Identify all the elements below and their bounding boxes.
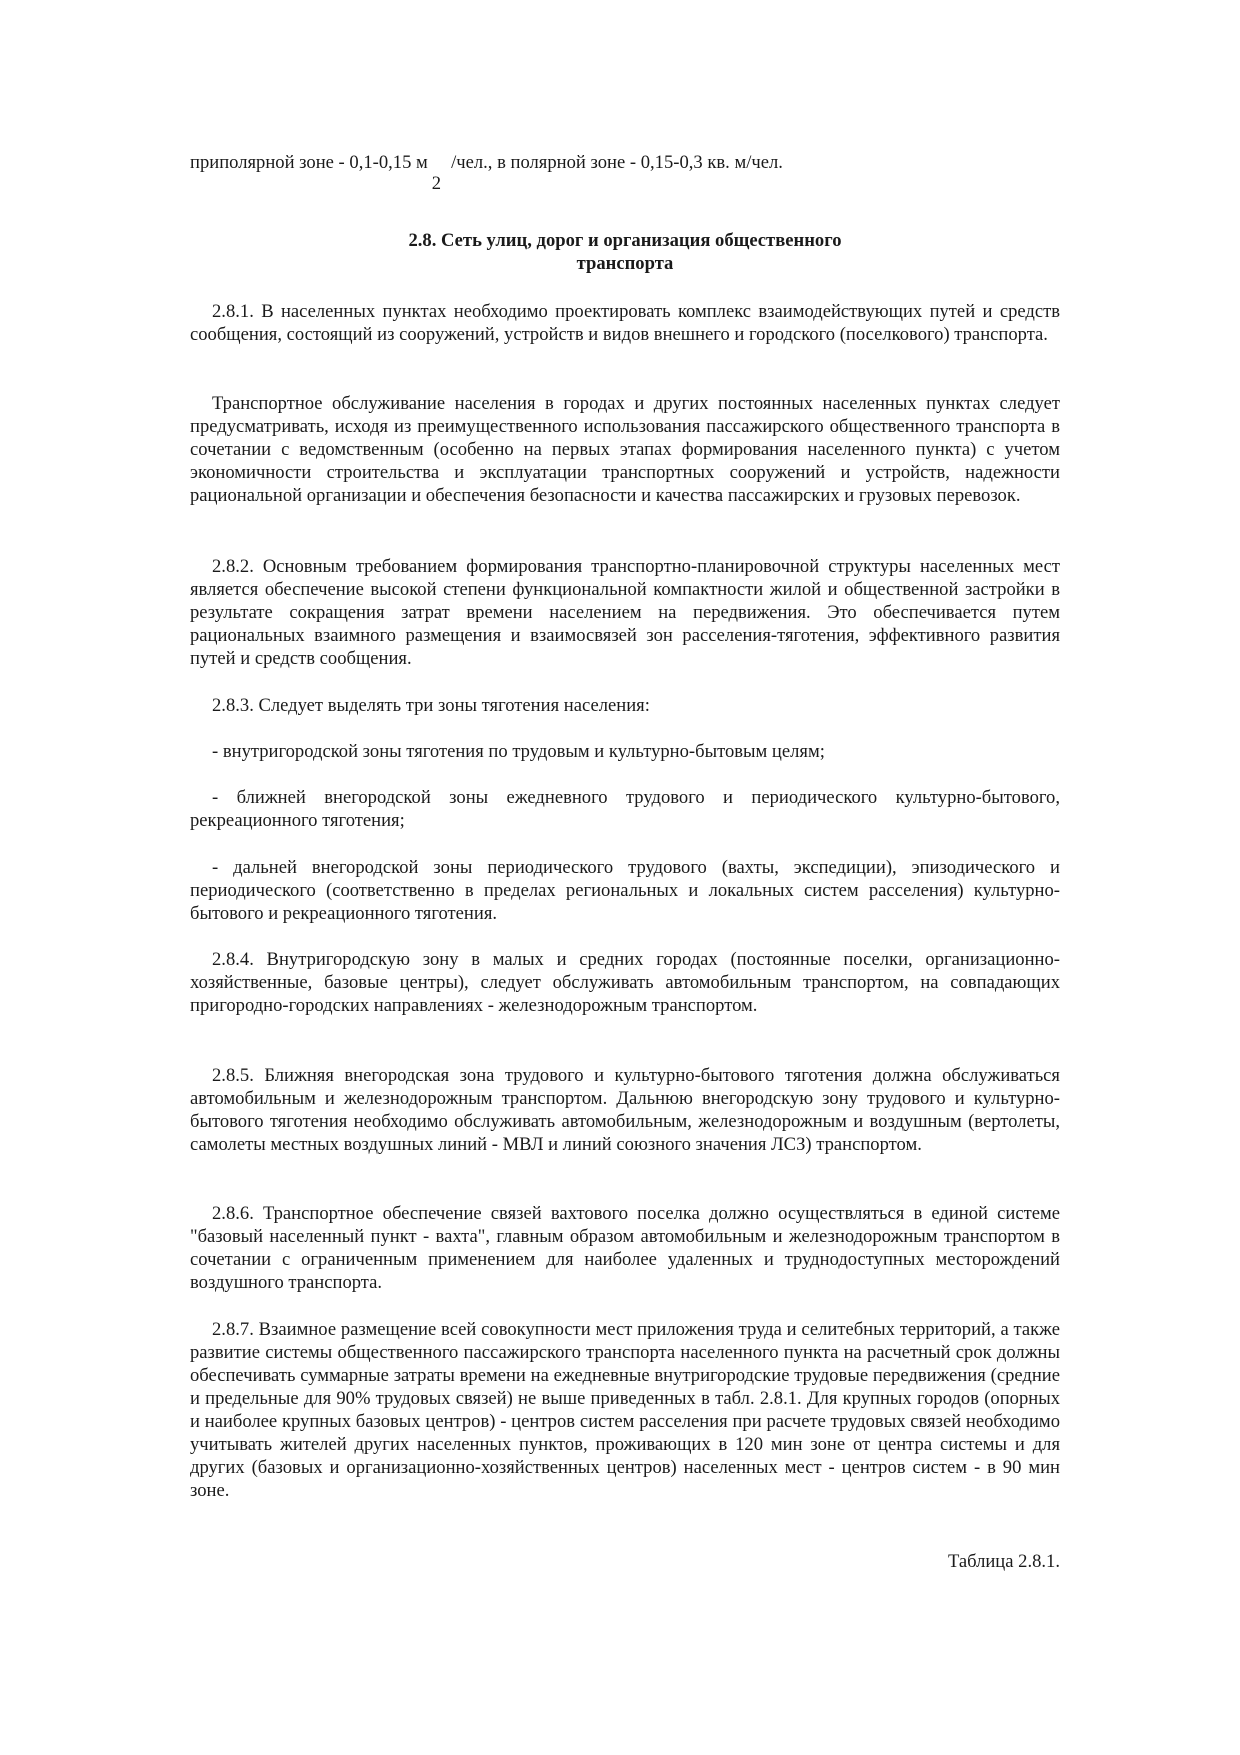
section-title xyxy=(190,229,1060,275)
paragraph-2-8-5: 2.8.5. Ближняя внегородская зона трудового и культурно-бытового тяготения должна обслуживаться автомобильным и железнодорожным транспортом. Дальнюю внегородскую зону трудового и культурно-бытового тяготения необходимо обслуживать автомобильным, железнодорожным и воздушным (вертолеты, самолеты местных воздушных линий - МВЛ и линий союзного значения ЛСЗ) транспортом. xyxy=(190,1065,1060,1155)
intro-text-before: приполярной зоне - 0,1-0,15 м xyxy=(190,152,428,173)
intro-text-after: /чел., в полярной зоне - 0,15-0,3 кв. м/чел. xyxy=(451,152,783,173)
list-item-far-zone: - дальней внегородской зоны периодического трудового (вахты, экспедиции), эпизодического и периодического (соответственно в пределах региональных и локальных систем расселения) культурно-бытового и рекреационного тяготения. xyxy=(190,857,1060,924)
intro-exponent: 2 xyxy=(431,173,442,194)
paragraph-2-8-2: 2.8.2. Основным требованием формирования транспортно-планировочной структуры населенных мест является обеспечение высокой степени функциональной компактности жилой и общественной застройки в результате сокращения затрат времени населением на передвижения. Это обеспечивается путем рациональных взаимного размещения и взаимосвязей зон расселения-тяготения, эффективного развития путей и средств сообщения. xyxy=(190,556,1060,669)
paragraph-transport-service: Транспортное обслуживание населения в городах и других постоянных населенных пунктах следует предусматривать, исходя из преимущественного использования пассажирского общественного транспорта в сочетании с ведомственным (особенно на первых этапах формирования населенного пункта) с учетом экономичности строительства и эксплуатации транспортных сооружений и устройств, надежности рациональной организации и обеспечения безопасности и качества пассажирских и грузовых перевозок. xyxy=(190,393,1060,506)
section-title-line-2: транспорта xyxy=(576,253,674,274)
paragraph-2-8-3: 2.8.3. Следует выделять три зоны тяготения населения: xyxy=(212,695,650,716)
paragraph-2-8-6: 2.8.6. Транспортное обеспечение связей вахтового поселка должно осуществляться в единой системе "базовый населенный пункт - вахта", главным образом автомобильным и железнодорожным транспортом в сочетании с ограниченным применением для наиболее удаленных и труднодоступных месторождений воздушного транспорта. xyxy=(190,1203,1060,1293)
paragraph-2-8-4: 2.8.4. Внутригородскую зону в малых и средних городах (постоянные поселки, организационно-хозяйственные, базовые центры), следует обслуживать автомобильным транспортом, на совпадающих пригородно-городских направлениях - железнодорожным транспортом. xyxy=(190,949,1060,1016)
paragraph-2-8-7: 2.8.7. Взаимное размещение всей совокупности мест приложения труда и селитебных территорий, а также развитие системы общественного пассажирского транспорта населенного пункта на расчетный срок должны обеспечивать суммарные затраты времени на ежедневные внутригородские трудовые передвижения (средние и предельные для 90% трудовых связей) не выше приведенных в табл. 2.8.1. Для крупных городов (опорных и наиболее крупных базовых центров) - центров систем расселения при расчете трудовых связей необходимо учитывать жителей других населенных пунктов, проживающих в 120 мин зоне от центра системы и для других (базовых и организационно-хозяйственных центров) населенных мест - центров систем - в 90 мин зоне. xyxy=(190,1319,1060,1501)
section-title-line-1: 2.8. Сеть улиц, дорог и организация общественного xyxy=(408,230,842,251)
list-item-near-zone: - ближней внегородской зоны ежедневного трудового и периодического культурно-бытового, рекреационного тяготения; xyxy=(190,787,1060,831)
table-caption: Таблица 2.8.1. xyxy=(947,1551,1060,1572)
list-item-inner-zone: - внутригородской зоны тяготения по трудовым и культурно-бытовым целям; xyxy=(212,741,825,762)
paragraph-2-8-1: 2.8.1. В населенных пунктах необходимо проектировать комплекс взаимодействующих путей и средств сообщения, состоящий из сооружений, устройств и видов внешнего и городского (поселкового) транспорта. xyxy=(190,301,1060,345)
intro-line xyxy=(190,151,1060,194)
